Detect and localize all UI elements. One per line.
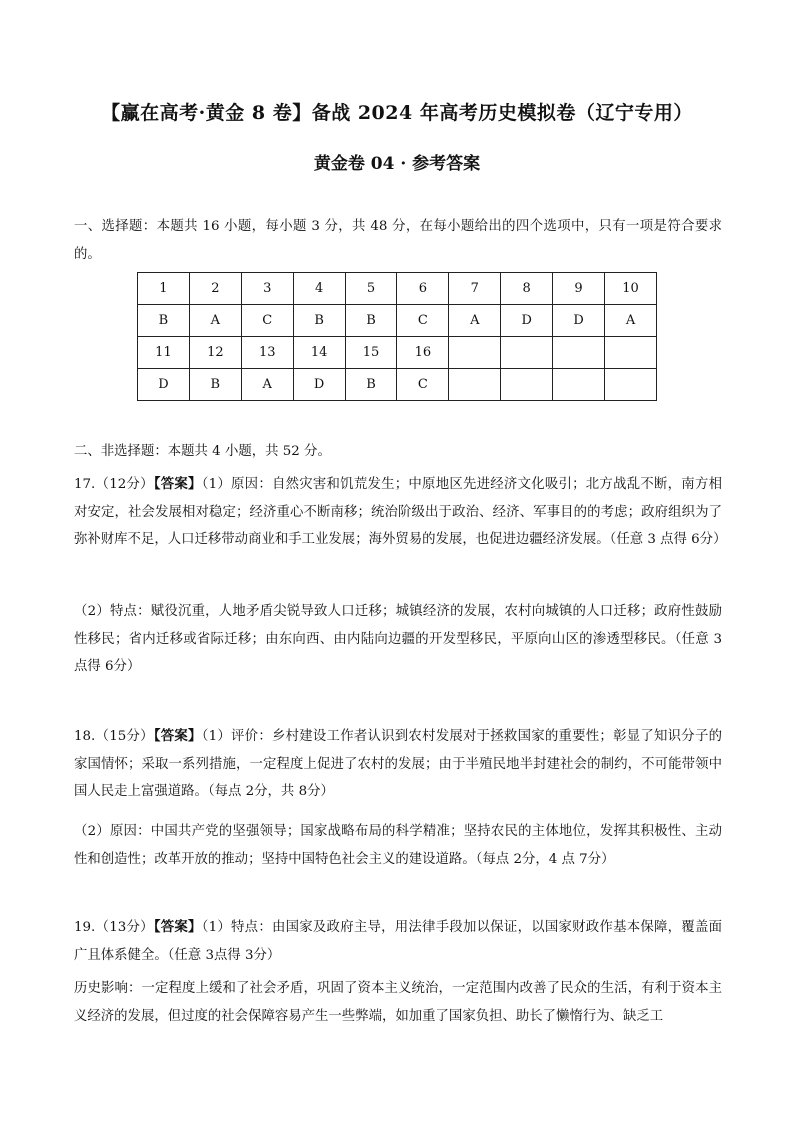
question-17-prefix: 17.（12分） <box>74 477 154 492</box>
page-title: 【赢在高考·黄金 8 卷】备战 2024 年高考历史模拟卷（辽宁专用） <box>101 102 693 124</box>
answer-table-row <box>138 273 657 305</box>
answer-table-cell: B <box>189 369 241 401</box>
answer-table-cell: 15 <box>345 337 397 369</box>
question-18-answer-tag: 【答案】 <box>153 728 202 744</box>
answer-table-cell: A <box>189 305 241 337</box>
answer-table-row <box>138 305 657 337</box>
answer-table-cell: 9 <box>553 273 605 305</box>
answer-table-cell: 14 <box>293 337 345 369</box>
answer-table-cell: 6 <box>397 273 449 305</box>
answer-table-cell: B <box>293 305 345 337</box>
question-19-prefix: 19.（13分） <box>74 920 154 935</box>
page-subtitle: 黄金卷 04 · 参考答案 <box>313 154 481 174</box>
answer-table-cell: D <box>553 305 605 337</box>
answer-table-cell: 12 <box>189 337 241 369</box>
question-19-part1-text: （1）特点：由国家及政府主导，用法律手段加以保证，以国家财政作基本保障，覆盖面广且体系健全。（任意 3点得 3分） <box>74 920 722 963</box>
question-19-part2: 历史影响：一定程度上缓和了社会矛盾，巩固了资本主义统治，一定范围内改善了民众的生活，有利于资本主义经济的发展，但过度的社会保障容易产生一些弊端，如加重了国家负担、助长了懒惰行为、缺乏工 <box>74 981 722 1024</box>
answer-table-cell <box>501 369 553 401</box>
answer-table-cell: 1 <box>138 273 190 305</box>
answer-table-cell: 8 <box>501 273 553 305</box>
question-18-part1 <box>74 723 722 806</box>
answer-table-cell: 7 <box>449 273 501 305</box>
answer-table-cell: 5 <box>345 273 397 305</box>
answer-table <box>137 272 657 401</box>
answer-table-cell <box>553 369 605 401</box>
answer-table-cell <box>605 369 657 401</box>
answer-table-cell: 11 <box>138 337 190 369</box>
answer-table-cell: 13 <box>241 337 293 369</box>
answer-table-cell: B <box>345 369 397 401</box>
answer-table-cell <box>449 369 501 401</box>
answer-table-cell <box>449 337 501 369</box>
answer-table-cell: C <box>397 305 449 337</box>
answer-table-cell: B <box>345 305 397 337</box>
question-19-answer-tag: 【答案】 <box>153 919 202 935</box>
answer-table-cell: 10 <box>605 273 657 305</box>
answer-table-cell <box>501 337 553 369</box>
answer-table-cell: 2 <box>189 273 241 305</box>
question-17-part1-text: （1）原因：自然灾害和饥荒发生；中原地区先进经济文化吸引；北方战乱不断，南方相对安定，社会发展相对稳定；经济重心不断南移；统治阶级出于政治、经济、军事目的的考虑；政府组织为了弥补财库不足，人口迁移带动商业和手工业发展；海外贸易的发展，也促进边疆经济发展。（任意 3 点得 6分） <box>74 477 727 548</box>
answer-table-cell: A <box>449 305 501 337</box>
question-18-part2: （2）原因：中国共产党的坚强领导；国家战略布局的科学精准；坚持农民的主体地位，发挥其积极性、主动性和创造性；改革开放的推动；坚持中国特色社会主义的建设道路。（每点 2分，4 点 7分） <box>74 824 722 867</box>
answer-table-row <box>138 369 657 401</box>
answer-table-cell: C <box>397 369 449 401</box>
answer-table-cell: B <box>138 305 190 337</box>
section1-heading: 一、选择题：本题共 16 小题，每小题 3 分，共 48 分，在每小题给出的四个选项中，只有一项是符合要求的。 <box>74 219 722 262</box>
question-19-part1 <box>74 914 722 969</box>
answer-table-row <box>138 337 657 369</box>
question-17-part1 <box>74 471 727 554</box>
question-18-prefix: 18.（15分） <box>74 729 154 744</box>
answer-table-cell: 3 <box>241 273 293 305</box>
question-17-answer-tag: 【答案】 <box>153 476 202 492</box>
answer-table-cell: A <box>605 305 657 337</box>
question-18-part1-text: （1）评价：乡村建设工作者认识到农村发展对于拯救国家的重要性；彰显了知识分子的家国情怀；采取一系列措施，一定程度上促进了农村的发展；由于半殖民地半封建社会的制约，不可能带领中国人民走上富强道路。（每点 2分，共 8分） <box>74 729 722 800</box>
answer-table-cell: 4 <box>293 273 345 305</box>
question-17-part2: （2）特点：赋役沉重，人地矛盾尖锐导致人口迁移；城镇经济的发展，农村向城镇的人口迁移；政府性鼓励性移民；省内迁移或省际迁移；由东向西、由内陆向边疆的开发型移民，平原向山区的渗透型移民。（任意 3 点得 6分） <box>74 604 722 675</box>
answer-table-cell: 16 <box>397 337 449 369</box>
answer-table-cell: D <box>138 369 190 401</box>
answer-table-cell <box>605 337 657 369</box>
answer-table-cell: A <box>241 369 293 401</box>
answer-table-cell <box>553 337 605 369</box>
section2-heading: 二、非选择题：本题共 4 小题，共 52 分。 <box>74 444 331 459</box>
answer-table-cell: D <box>293 369 345 401</box>
answer-table-cell: C <box>241 305 293 337</box>
answer-table-cell: D <box>501 305 553 337</box>
